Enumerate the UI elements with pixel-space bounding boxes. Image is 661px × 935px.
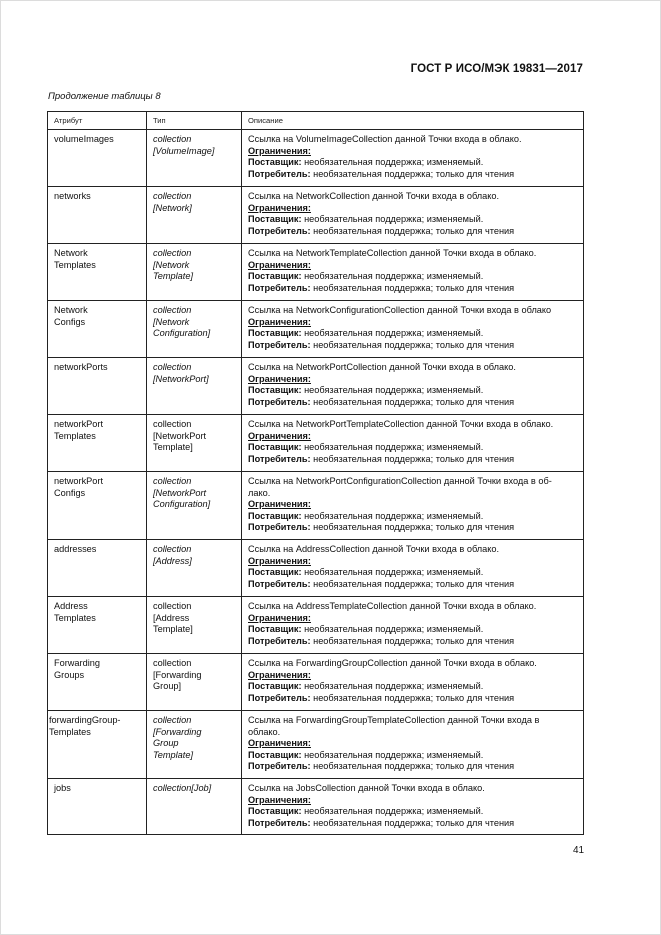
description-text: Ссылка на NetworkConfigurationCollection данной Точки входа в облако [248,305,552,316]
type-name: Template] [153,442,193,453]
provider-value: необязательная поддержка; изменяемый. [304,681,484,692]
consumer-label: Потребитель: [248,522,311,533]
provider-line [248,385,577,396]
table-row [48,358,584,415]
consumer-value: необязательная поддержка; только для чтения [313,339,515,350]
provider-value: необязательная поддержка; изменяемый. [304,385,484,396]
description-text: лако. [248,487,271,498]
provider-label: Поставщик: [248,385,302,396]
attribute-name: networks [54,191,91,202]
consumer-line [248,522,577,533]
type-name: [NetworkPort [153,487,207,498]
table-row [48,187,584,244]
document-header: ГОСТ Р ИСО/МЭК 19831—2017 [410,63,583,75]
restrictions-label: Ограничения: [248,202,311,213]
type-name: collection [153,248,192,259]
restrictions-label: Ограничения: [248,145,311,156]
consumer-label: Потребитель: [248,635,311,646]
type-name: Template] [153,749,194,760]
provider-line [248,328,577,339]
description-cell [242,779,584,835]
provider-value: необязательная поддержка; изменяемый. [304,214,484,225]
type-name: [Network] [153,202,192,213]
attribute-cell [48,244,147,301]
provider-label: Поставщик: [248,328,302,339]
table-row [48,244,584,301]
provider-line [248,511,577,522]
type-cell [147,654,242,711]
type-name: collection [153,134,192,145]
type-name: collection [153,419,192,430]
provider-line [248,681,577,692]
provider-value: необязательная поддержка; изменяемый. [304,806,484,817]
attribute-name: networkPort [54,476,104,487]
provider-value: необязательная поддержка; изменяемый. [304,328,484,339]
type-name: collection[Job] [153,783,212,794]
attribute-name: addresses [54,544,97,555]
description-text: Ссылка на JobsCollection данной Точки входа в облако. [248,783,485,794]
type-cell [147,130,242,187]
type-cell [147,779,242,835]
type-cell [147,244,242,301]
attribute-name: Network [54,305,88,316]
table-row [48,654,584,711]
provider-label: Поставщик: [248,681,302,692]
type-name: [Forwarding [153,669,202,680]
restrictions-label: Ограничения: [248,669,311,680]
description-text: Ссылка на NetworkPortConfigurationCollection данной Точки входа в об- [248,476,552,487]
attribute-cell [48,711,147,779]
description-text: Ссылка на NetworkTemplateCollection данной Точки входа в облако. [248,248,537,259]
type-name: collection [153,305,192,316]
provider-label: Поставщик: [248,442,302,453]
type-name: Group [153,738,179,749]
restrictions-label: Ограничения: [248,499,311,510]
type-name: [Network [153,316,190,327]
description-cell [242,130,584,187]
table-row [48,415,584,472]
type-name: Configuration] [153,328,211,339]
attribute-name: Groups [54,669,85,680]
attribute-cell [48,301,147,358]
consumer-label: Потребитель: [248,453,311,464]
type-name: collection [153,544,192,555]
table-row [48,301,584,358]
type-name: [Address [153,612,190,623]
description-text: Ссылка на ForwardingGroupTemplateCollection данной Точки входа в [248,715,540,726]
type-name: collection [153,601,192,612]
provider-value: необязательная поддержка; изменяемый. [304,567,484,578]
provider-label: Поставщик: [248,214,302,225]
attribute-name: Templates [49,726,91,737]
description-text: Ссылка на NetworkPortCollection данной Точки входа в облако. [248,362,516,373]
restrictions-label: Ограничения: [248,612,311,623]
provider-line [248,806,577,817]
attribute-cell [48,358,147,415]
attribute-name: Configs [54,487,86,498]
provider-value: необязательная поддержка; изменяемый. [304,271,484,282]
type-name: [NetworkPort [153,430,207,441]
consumer-label: Потребитель: [248,692,311,703]
consumer-label: Потребитель: [248,817,311,828]
description-text: Ссылка на AddressCollection данной Точки входа в облако. [248,544,500,555]
table-row [48,540,584,597]
consumer-line [248,454,577,465]
type-cell [147,711,242,779]
provider-line [248,624,577,635]
description-cell [242,244,584,301]
provider-value: необязательная поддержка; изменяемый. [304,157,484,168]
provider-line [248,157,577,168]
description-cell [242,301,584,358]
consumer-line [248,818,577,829]
attribute-name: Templates [54,430,96,441]
attributes-table [47,111,584,835]
provider-label: Поставщик: [248,624,302,635]
type-cell [147,472,242,540]
attribute-name: volumeImages [54,134,114,145]
column-header-attribute: Атрибут [48,112,147,130]
description-cell [242,415,584,472]
attribute-cell [48,654,147,711]
provider-value: необязательная поддержка; изменяемый. [304,510,484,521]
type-name: Group] [153,681,182,692]
attribute-name: Forwarding [54,658,100,669]
table-row [48,597,584,654]
type-name: collection [153,362,192,373]
description-cell [242,540,584,597]
consumer-value: необязательная поддержка; только для чтения [313,168,515,179]
provider-value: необязательная поддержка; изменяемый. [304,442,484,453]
provider-label: Поставщик: [248,806,302,817]
restrictions-label: Ограничения: [248,259,311,270]
type-cell [147,187,242,244]
attribute-cell [48,415,147,472]
type-name: collection [153,658,192,669]
consumer-label: Потребитель: [248,396,311,407]
attribute-cell [48,540,147,597]
description-cell [242,187,584,244]
provider-label: Поставщик: [248,510,302,521]
consumer-label: Потребитель: [248,282,311,293]
type-name: [Forwarding [153,726,202,737]
consumer-value: необязательная поддержка; только для чтения [313,225,515,236]
consumer-label: Потребитель: [248,761,311,772]
description-text: Ссылка на AddressTemplateCollection данной Точки входа в облако. [248,601,537,612]
provider-label: Поставщик: [248,157,302,168]
table-body [48,130,584,835]
table-row [48,711,584,779]
attribute-name: Network [54,248,88,259]
attribute-name: Templates [54,259,96,270]
type-name: collection [153,715,192,726]
consumer-label: Потребитель: [248,225,311,236]
provider-line [248,567,577,578]
provider-line [248,750,577,761]
attribute-cell [48,779,147,835]
table-row [48,130,584,187]
provider-line [248,442,577,453]
consumer-value: необязательная поддержка; только для чтения [313,522,515,533]
table-row [48,779,584,835]
column-header-description: Описание [242,112,584,130]
type-name: [VolumeImage] [153,145,215,156]
restrictions-label: Ограничения: [248,373,311,384]
description-text: Ссылка на VolumeImageCollection данной Точки входа в облако. [248,134,522,145]
consumer-label: Потребитель: [248,168,311,179]
table-caption: Продолжение таблицы 8 [48,91,161,102]
consumer-line [248,283,577,294]
consumer-label: Потребитель: [248,578,311,589]
consumer-value: необязательная поддержка; только для чтения [313,692,515,703]
consumer-line [248,761,577,772]
consumer-line [248,226,577,237]
attribute-name: Address [54,601,88,612]
type-name: collection [153,476,192,487]
description-cell [242,654,584,711]
consumer-value: необязательная поддержка; только для чтения [313,453,515,464]
provider-label: Поставщик: [248,271,302,282]
description-cell [242,711,584,779]
description-text: облако. [248,726,281,737]
restrictions-label: Ограничения: [248,555,311,566]
description-text: Ссылка на NetworkCollection данной Точки входа в облако. [248,191,500,202]
provider-value: необязательная поддержка; изменяемый. [304,749,484,760]
type-cell [147,301,242,358]
type-name: Configuration] [153,499,211,510]
type-name: [NetworkPort] [153,373,209,384]
table-row [48,472,584,540]
consumer-value: необязательная поддержка; только для чтения [313,761,515,772]
description-cell [242,358,584,415]
description-cell [242,597,584,654]
restrictions-label: Ограничения: [248,794,311,805]
attribute-name: jobs [54,783,71,794]
provider-line [248,214,577,225]
type-name: Template] [153,624,193,635]
page-number: 41 [573,845,585,856]
provider-label: Поставщик: [248,567,302,578]
type-cell [147,597,242,654]
description-cell [242,472,584,540]
provider-value: необязательная поддержка; изменяемый. [304,624,484,635]
type-name: [Address] [153,555,192,566]
restrictions-label: Ограничения: [248,430,311,441]
type-name: Template] [153,271,194,282]
attribute-name: forwardingGroup- [49,715,121,726]
consumer-line [248,579,577,590]
consumer-value: необязательная поддержка; только для чтения [313,578,515,589]
attribute-name: Configs [54,316,86,327]
description-text: Ссылка на NetworkPortTemplateCollection данной Точки входа в облако. [248,419,554,430]
consumer-line [248,340,577,351]
attribute-cell [48,472,147,540]
type-cell [147,415,242,472]
description-text: Ссылка на ForwardingGroupCollection данной Точки входа в облако. [248,658,537,669]
attribute-name: networkPorts [54,362,108,373]
attribute-cell [48,130,147,187]
consumer-line [248,169,577,180]
consumer-value: необязательная поддержка; только для чтения [313,396,515,407]
attribute-name: networkPort [54,419,104,430]
provider-label: Поставщик: [248,749,302,760]
consumer-line [248,397,577,408]
attribute-name: Templates [54,612,96,623]
restrictions-label: Ограничения: [248,738,311,749]
table-header-row [48,112,584,130]
type-cell [147,540,242,597]
consumer-value: необязательная поддержка; только для чтения [313,635,515,646]
provider-line [248,271,577,282]
type-name: collection [153,191,192,202]
attribute-cell [48,597,147,654]
type-cell [147,358,242,415]
consumer-line [248,636,577,647]
consumer-label: Потребитель: [248,339,311,350]
consumer-value: необязательная поддержка; только для чтения [313,282,515,293]
consumer-value: необязательная поддержка; только для чтения [313,817,515,828]
consumer-line [248,693,577,704]
type-name: [Network [153,259,190,270]
column-header-type: Тип [147,112,242,130]
restrictions-label: Ограничения: [248,316,311,327]
attribute-cell [48,187,147,244]
